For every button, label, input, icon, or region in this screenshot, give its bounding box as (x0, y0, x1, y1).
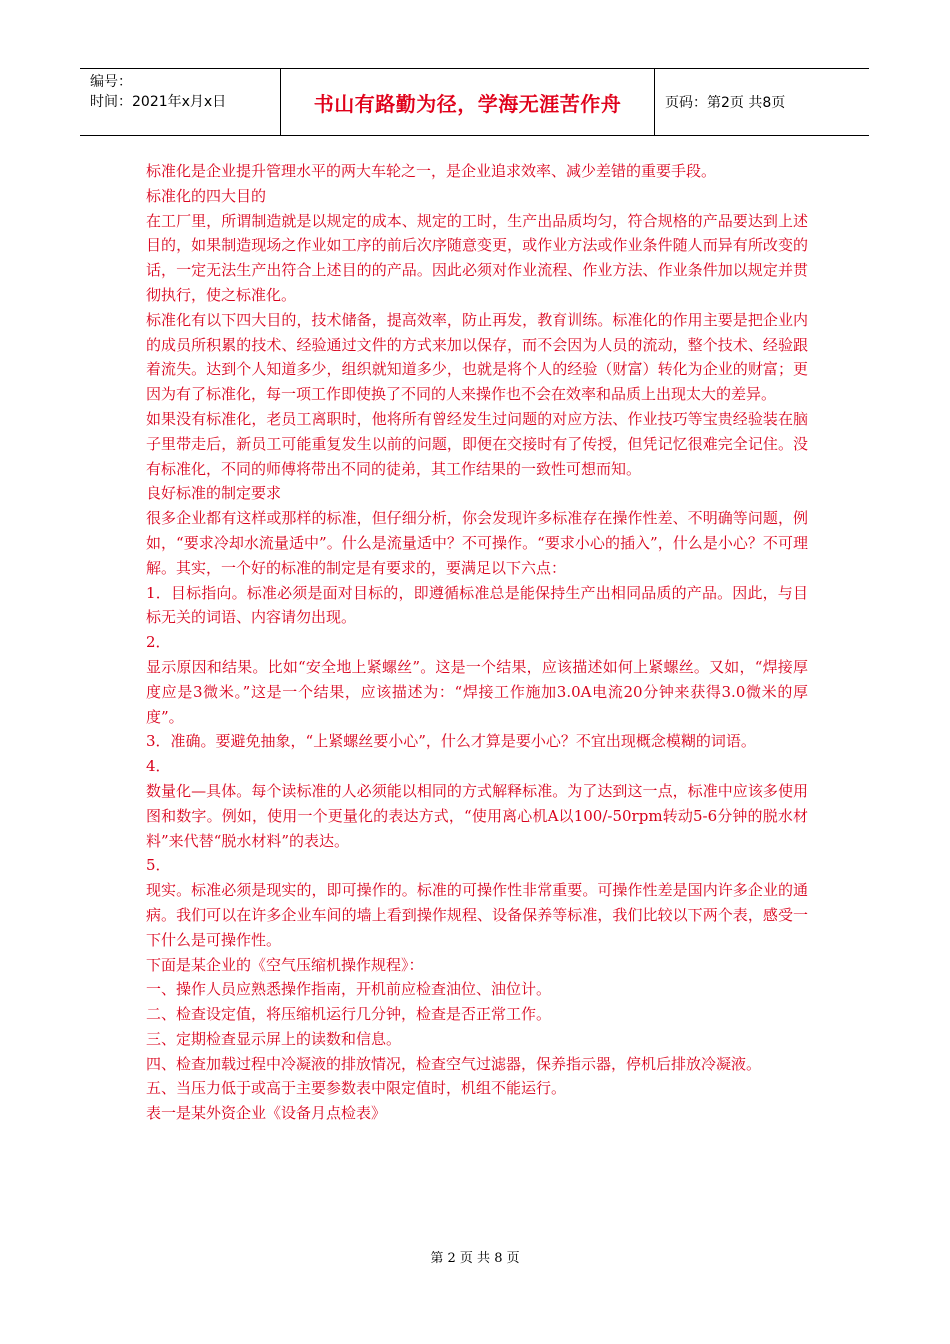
page-header (80, 68, 869, 136)
section-heading: 良好标准的制定要求 (146, 484, 282, 503)
list-item: 1．目标指向。标准必须是面对目标的，即遵循标准总是能保持生产出相同品质的产品。因此，与目标无关的词语、内容请勿出现。 (146, 583, 808, 627)
procedure-item: 五、当压力低于或高于主要参数表中限定值时，机组不能运行。 (146, 1079, 567, 1098)
header-motto (281, 69, 655, 135)
paragraph: 很多企业都有这样或那样的标准，但仔细分析，你会发现许多标准存在操作性差、不明确等问题，例如，“要求冷却水流量适中”。什么是流量适中？不可操作。“要求小心的插入”，什么是小心？不可理解。其实，一个好的标准的制定是有要求的，要满足以下六点： (146, 509, 808, 577)
header-meta (80, 69, 281, 135)
footer-page-number: 第 2 页 共 8 页 (430, 1251, 520, 1266)
motto-text: 书山有路勤为径，学海无涯苦作舟 (313, 91, 622, 116)
section-heading: 标准化的四大目的 (146, 186, 267, 205)
list-item: 数量化—具体。每个读标准的人必须能以相同的方式解释标准。为了达到这一点，标准中应该多使用图和数字。例如，使用一个更量化的表达方式，“使用离心机A以100/-50rpm转动5-6分钟的脱水材料”来代替“脱水材料”的表达。 (146, 781, 808, 850)
document-time-label: 时间：2021年x月x日 (90, 94, 227, 110)
procedure-item: 二、检查设定值，将压缩机运行几分钟，检查是否正常工作。 (146, 1005, 552, 1024)
procedure-item: 三、定期检查显示屏上的读数和信息。 (146, 1029, 402, 1048)
list-item: 显示原因和结果。比如“安全地上紧螺丝”。这是一个结果，应该描述如何上紧螺丝。又如，“焊接厚度应是3微米。”这是一个结果，应该描述为：“焊接工作施加3.0A电流20分钟来获得3.0微米的厚度”。 (146, 657, 808, 726)
list-number: 4． (146, 757, 171, 776)
paragraph: 如果没有标准化，老员工离职时，他将所有曾经发生过问题的对应方法、作业技巧等宝贵经验装在脑子里带走后，新员工可能重复发生以前的问题，即便在交接时有了传授，但凭记忆很难完全记住。没有标准化，不同的师傅将带出不同的徒弟，其工作结果的一致性可想而知。 (146, 409, 808, 478)
header-page-info (655, 69, 869, 135)
list-number: 2． (146, 633, 171, 652)
document-number-label: 编号： (90, 74, 132, 90)
list-number: 5． (146, 856, 171, 875)
paragraph: 表一是某外资企业《设备月点检表》 (146, 1104, 387, 1123)
document-body (146, 159, 808, 1126)
paragraph: 标准化是企业提升管理水平的两大车轮之一，是企业追求效率、减少差错的重要手段。 (146, 162, 717, 180)
page-info-text: 页码：第2页 共8页 (665, 95, 786, 111)
paragraph: 在工厂里，所谓制造就是以规定的成本、规定的工时，生产出品质均匀，符合规格的产品要达到上述目的，如果制造现场之作业如工序的前后次序随意变更，或作业方法或作业条件随人而异有所改变的话，一定无法生产出符合上述目的的产品。因此必须对作业流程、作业方法、作业条件加以规定并贯彻执行，使之标准化。 (146, 211, 808, 304)
paragraph: 下面是某企业的《空气压缩机操作规程》： (146, 955, 424, 974)
procedure-item: 一、操作人员应熟悉操作指南，开机前应检查油位、油位计。 (146, 980, 552, 999)
procedure-item: 四、检查加载过程中冷凝液的排放情况，检查空气过滤器，保养指示器，停机后排放冷凝液。 (146, 1054, 762, 1073)
list-item: 现实。标准必须是现实的，即可操作的。标准的可操作性非常重要。可操作性差是国内许多企业的通病。我们可以在许多企业车间的墙上看到操作规程、设备保养等标准，我们比较以下两个表，感受一下什么是可操作性。 (146, 881, 808, 949)
page-footer (0, 1247, 950, 1266)
paragraph: 标准化有以下四大目的，技术储备，提高效率，防止再发，教育训练。标准化的作用主要是把企业内的成员所积累的技术、经验通过文件的方式来加以保存，而不会因为人员的流动，整个技术、经验跟着流失。达到个人知道多少，组织就知道多少，也就是将个人的经验（财富）转化为企业的财富；更因为有了标准化，每一项工作即使换了不同的人来操作也不会在效率和品质上出现太大的差异。 (146, 310, 808, 404)
list-item: 3．准确。要避免抽象，“上紧螺丝要小心”，什么才算是要小心？不宜出现概念模糊的词语。 (146, 732, 756, 751)
